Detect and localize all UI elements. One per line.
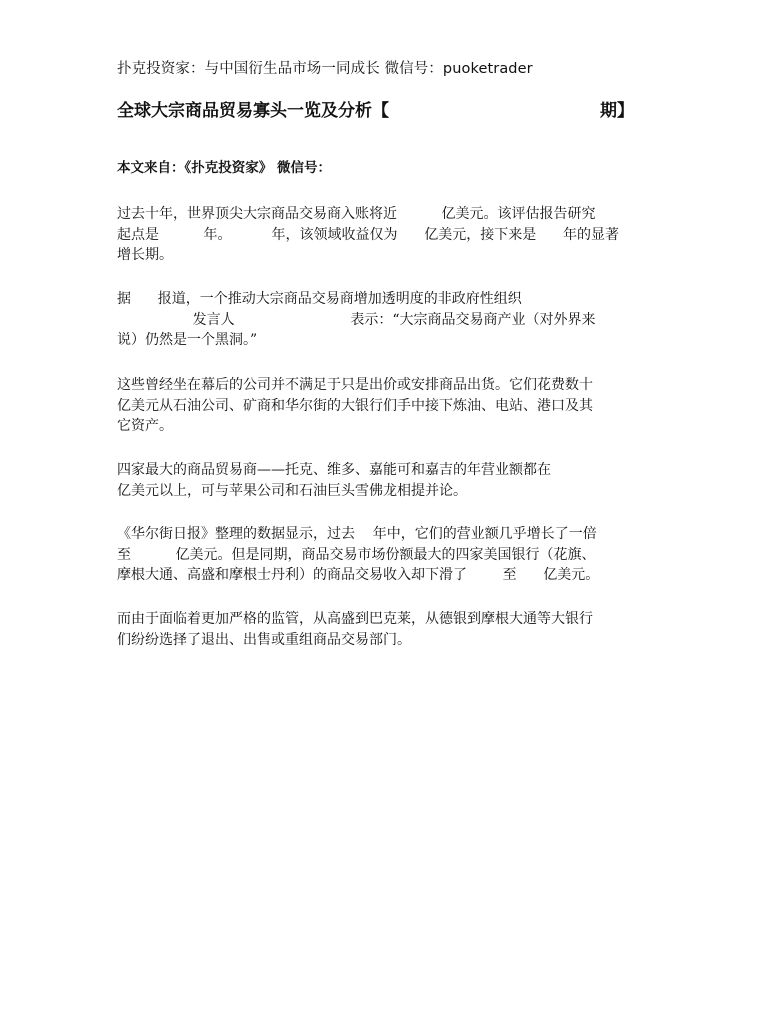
paragraph-line: 说）仍然是一个黑洞。” — [117, 332, 258, 348]
paragraph-line: 据 报道，一个推动大宗商品交易商增加透明度的非政府性组织 — [117, 291, 522, 307]
title-main: 全球大宗商品贸易寡头一览及分析【 — [117, 101, 389, 121]
source-line: 本文来自：《扑克投资家》 微信号： — [117, 160, 331, 176]
paragraph-line: 过去十年，世界顶尖大宗商品交易商入账将近 亿美元。该评估报告研究 — [117, 206, 596, 222]
header-line: 扑克投资家：与中国衍生品市场一同成长 微信号：puoketrader — [117, 61, 533, 77]
paragraph-line: 至 亿美元。但是同期，商品交易市场份额最大的四家美国银行（花旗、 — [117, 546, 596, 563]
paragraph-6 — [117, 609, 657, 650]
paragraph-line: 摩根大通、高盛和摩根士丹利）的商品交易收入却下滑了 至 亿美元。 — [117, 567, 600, 583]
paragraph-line: 它资产。 — [117, 418, 173, 434]
paragraph-line: 四家最大的商品贸易商——托克、维多、嘉能可和嘉吉的年营业额都在 — [117, 462, 551, 478]
paragraph-line: 们纷纷选择了退出、出售或重组商品交易部门。 — [117, 631, 411, 648]
paragraph-5 — [117, 524, 657, 586]
paragraph-3 — [117, 375, 657, 437]
paragraph-1 — [117, 204, 657, 266]
paragraph-2 — [117, 289, 657, 351]
page-title — [117, 98, 647, 124]
title-end: 期】 — [600, 101, 634, 121]
paragraph-line: 而由于面临着更加严格的监管，从高盛到巴克莱，从德银到摩根大通等大银行 — [117, 611, 593, 627]
paragraph-line: 亿美元从石油公司、矿商和华尔街的大银行们手中接下炼油、电站、港口及其 — [117, 397, 593, 414]
paragraph-line: 亿美元以上，可与苹果公司和石油巨头雪佛龙相提并论。 — [117, 482, 467, 499]
paragraph-line: 《华尔街日报》整理的数据显示，过去 年中，它们的营业额几乎增长了一倍 — [117, 526, 597, 542]
paragraph-line: 这些曾经坐在幕后的公司并不满足于只是出价或安排商品出货。它们花费数十 — [117, 377, 593, 393]
paragraph-line: 发言人 表示：“大宗商品交易商产业（对外界来 — [117, 311, 596, 328]
paragraph-line: 增长期。 — [117, 247, 173, 263]
paragraph-4 — [117, 460, 657, 501]
paragraph-line: 起点是 年。 年，该领域收益仅为 亿美元，接下来是 年的显著 — [117, 226, 619, 243]
